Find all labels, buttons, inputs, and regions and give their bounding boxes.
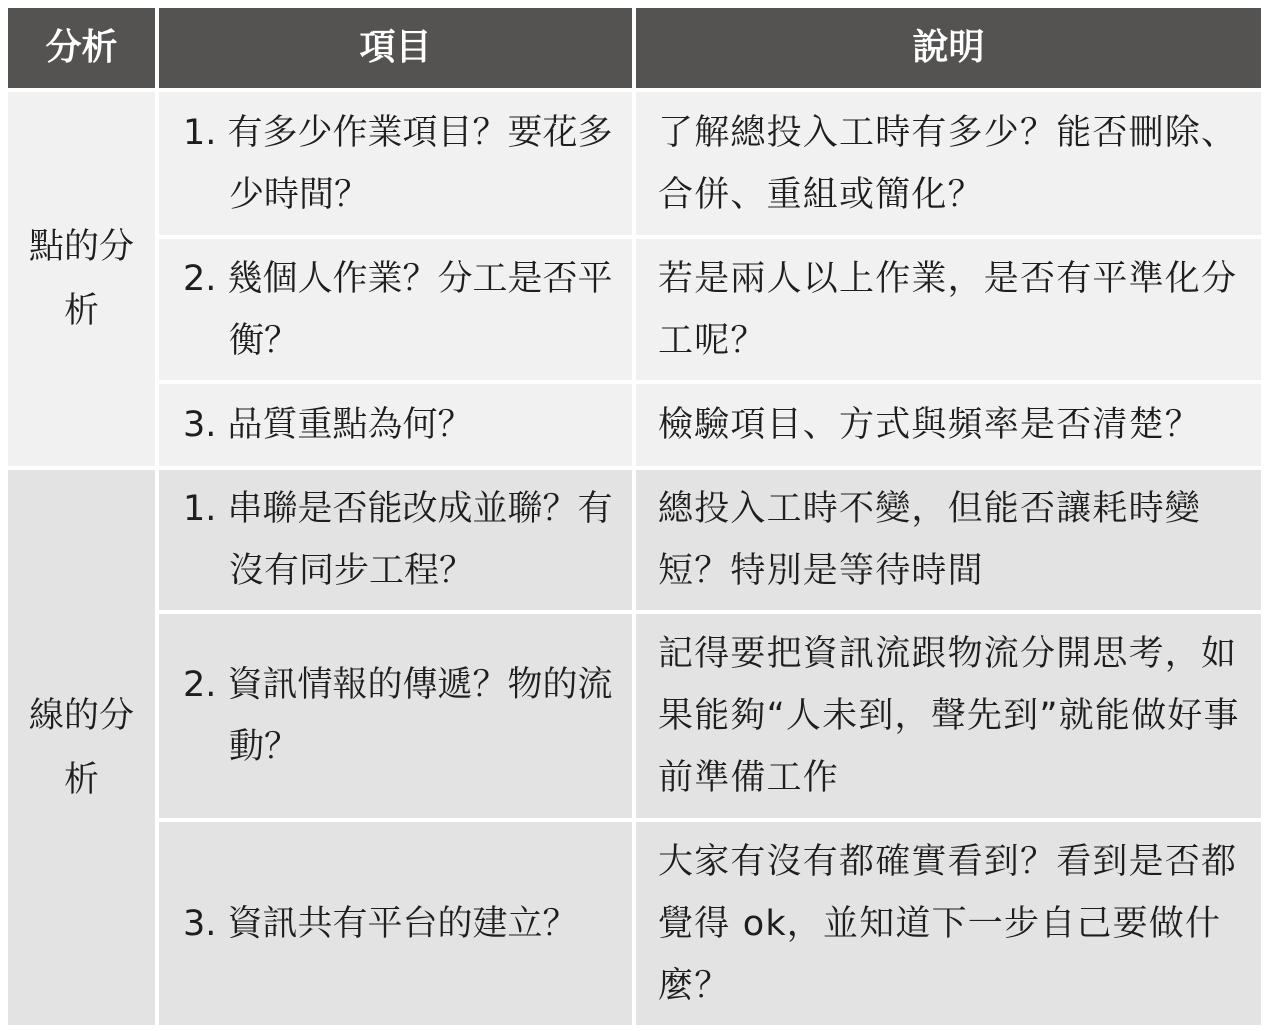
table-row-item: 2. 幾個人作業？分工是否平衡？ <box>159 239 632 380</box>
table-row-item: 3. 品質重點為何？ <box>159 384 632 466</box>
group-label-point-analysis <box>8 92 155 466</box>
table-row-item: 1. 串聯是否能改成並聯？有沒有同步工程？ <box>159 470 632 610</box>
table-row-item: 2. 資訊情報的傳遞？物的流動？ <box>159 614 632 818</box>
table-row-description: 記得要把資訊流跟物流分開思考，如果能夠“人未到，聲先到”就能做好事前準備工作 <box>636 614 1261 818</box>
table-row-description: 大家有沒有都確實看到？看到是否都覺得 ok，並知道下一步自己要做什麼？ <box>636 822 1261 1025</box>
header-item: 項目 <box>159 8 632 88</box>
table-row-item: 1. 有多少作業項目？要花多少時間？ <box>159 92 632 235</box>
group-label-text: 點的分析 <box>29 227 135 331</box>
table-row-description: 了解總投入工時有多少？能否刪除、合併、重組或簡化？ <box>636 92 1261 235</box>
analysis-table <box>8 8 1261 1025</box>
table-row-description: 總投入工時不變，但能否讓耗時變短？特別是等待時間 <box>636 470 1261 610</box>
table-row-description: 檢驗項目、方式與頻率是否清楚？ <box>636 384 1261 466</box>
header-analysis: 分析 <box>8 8 155 88</box>
group-label-line-analysis <box>8 470 155 1025</box>
header-description: 說明 <box>636 8 1261 88</box>
table-row-item: 3. 資訊共有平台的建立？ <box>159 822 632 1025</box>
table-row-description: 若是兩人以上作業，是否有平準化分工呢？ <box>636 239 1261 380</box>
group-label-text: 線的分析 <box>29 695 135 800</box>
